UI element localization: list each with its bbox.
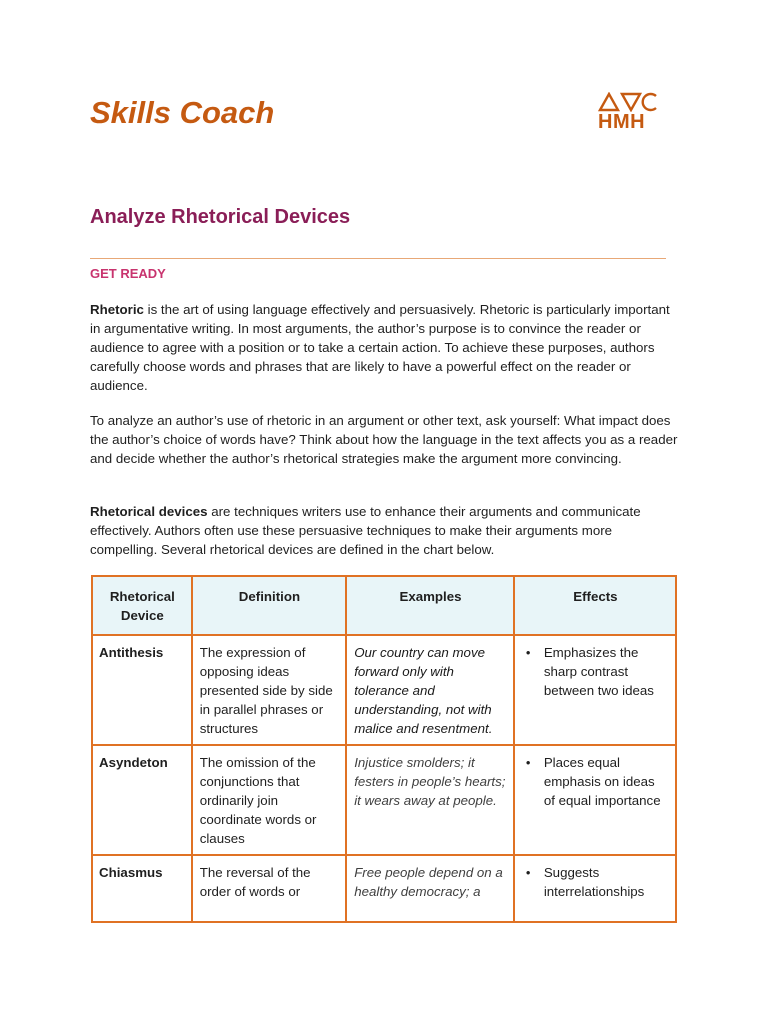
paragraph-devices (90, 502, 680, 559)
brand-title: Skills Coach (90, 95, 275, 130)
section-divider (90, 258, 666, 259)
table-row (92, 745, 676, 855)
logo-text: HMH (598, 111, 646, 133)
bullet-icon: • (525, 865, 531, 880)
paragraph-text: are techniques writers use to enhance their arguments and communicate effectively. Authors often use these persuasive techniques to make their arguments more compelling. Several rhetorical devices are defined in the chart below. (90, 504, 641, 557)
device-name: Chiasmus (92, 855, 192, 922)
paragraph-text: To analyze an author’s use of rhetoric in an argument or other text, ask yourself: What impact does the author’s choice of words have? Think about how the language in the text affects you as a reader and decide whether the author’s rhetorical strategies make the argument more convincing. (90, 413, 678, 466)
header-definition: Definition (192, 576, 346, 635)
table-row (92, 855, 676, 922)
logo-mark-icon (598, 92, 660, 112)
device-definition: The reversal of the order of words or (192, 855, 346, 922)
device-effect-cell (514, 635, 676, 745)
device-definition: The expression of opposing ideas presented side by side in parallel phrases or structures (192, 635, 346, 745)
paragraph-text: is the art of using language effectively and persuasively. Rhetoric is particularly important in argumentative writing. In most arguments, the author’s purpose is to convince the reader or audience to agree with a position or to take a certain action. To achieve these purposes, authors carefully choose words and phrases that are likely to have a powerful effect on the reader or audience. (90, 302, 670, 393)
section-heading: GET READY (90, 266, 166, 281)
device-effect: Suggests interrelationships (543, 865, 645, 899)
device-effect: Places equal emphasis on ideas of equal importance (543, 755, 661, 808)
device-effect-cell (514, 745, 676, 855)
table-header-row (92, 576, 676, 635)
device-effect: Emphasizes the sharp contrast between two ideas (543, 645, 654, 698)
device-example: Our country can move forward only with tolerance and understanding, not with malice and resentment. (346, 635, 514, 745)
device-example: Injustice smolders; it festers in people’s hearts; it wears away at people. (346, 745, 514, 855)
device-example: Free people depend on a healthy democracy; a (346, 855, 514, 922)
bullet-icon: • (525, 645, 531, 660)
term-rhetorical-devices: Rhetorical devices (90, 504, 208, 519)
device-name: Asyndeton (92, 745, 192, 855)
paragraph-analyze (90, 411, 680, 468)
device-name: Antithesis (92, 635, 192, 745)
hmh-logo (598, 92, 660, 136)
header-effects: Effects (514, 576, 676, 635)
header-examples: Examples (346, 576, 514, 635)
header-device: Rhetorical Device (92, 576, 192, 635)
device-definition: The omission of the conjunctions that ordinarily join coordinate words or clauses (192, 745, 346, 855)
paragraph-rhetoric (90, 300, 680, 395)
term-rhetoric: Rhetoric (90, 302, 144, 317)
bullet-icon: • (525, 755, 531, 770)
page-title: Analyze Rhetorical Devices (90, 206, 351, 228)
rhetorical-devices-table (91, 575, 677, 923)
table-row (92, 635, 676, 745)
device-effect-cell (514, 855, 676, 922)
